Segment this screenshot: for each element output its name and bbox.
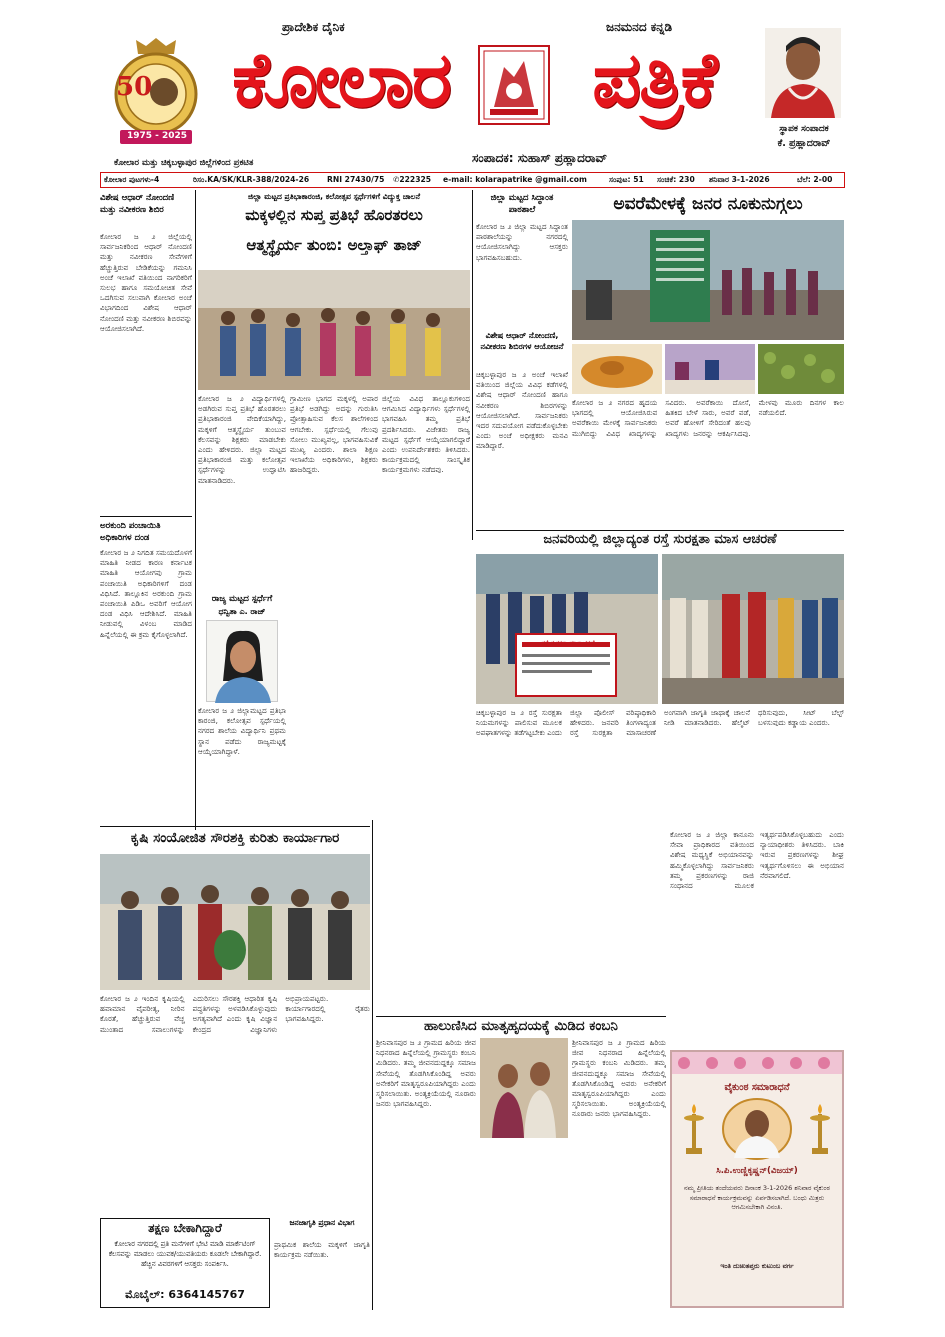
krishi-photo bbox=[100, 854, 370, 990]
info-rni: RNI 27430/75 bbox=[327, 175, 385, 184]
road-safety-photo-2 bbox=[662, 554, 844, 704]
halunisida-body-b: ಶ್ರೀನಿವಾಸಪುರ ಜ ೨ ಗ್ರಾಮದ ಹಿರಿಯ ಜೀವ ನಿಧನರಾದ ಹಿನ್ನೆಲೆಯಲ್ಲಿ ಗ್ರಾಮಸ್ಥರು ಕಂಬನಿ ಮಿಡಿದರು. ತಮ್ಮ ಜೀವನದುದ್ದಕ್ಕೂ ಸಮಾಜ ಸೇವೆಯಲ್ಲಿ ತೊಡಗಿಸಿಕೊಂಡಿದ್ದ ಅವರು ಅನೇಕರಿಗೆ ಮಾತೃಸ್ವರೂಪಿಯಾಗಿದ್ದರು ಎಂದು ಸ್ಮರಿಸಲಾಯಿತು. ಅಂತ್ಯಕ್ರಿಯೆಯಲ್ಲಿ ನೂರಾರು ಜನರು ಭಾಗವಹಿಸಿದ್ದರು. bbox=[572, 1038, 666, 1119]
halunisida-headline: ಹಾಲುಣಿಸಿದ ಮಾತೃಹೃದಯಕ್ಕೆ ಮಿಡಿದ ಕಂಬನಿ bbox=[424, 1018, 618, 1034]
state-level-photo bbox=[206, 620, 278, 702]
middle-headline-2: ವಿಶೇಷ ಆಧಾರ್ ನೋಂದಣಿ, ನವೀಕರಣ ಶಿಬಿರಗಳ ಆಯೋಜನೆ bbox=[480, 331, 564, 351]
info-reg: ರಿಸಂ.KA/SK/KLR-388/2024-26 bbox=[193, 175, 310, 184]
avarekai-photo-stall bbox=[665, 344, 755, 394]
left-divider bbox=[100, 516, 192, 517]
lamp-icon-right bbox=[806, 1102, 834, 1158]
lead-kicker: ಜಿಲ್ಲಾ ಮಟ್ಟದ ಪ್ರತಿಭಾಕಾರಂಜಿ, ಕಲೋತ್ಸವ ಸ್ಪರ್ಧೆಗಳಿಗೆ ವಿದ್ಯುಕ್ತ ಚಾಲನೆ bbox=[247, 192, 421, 201]
info-email: e-mail: kolarapatrike @gmail.com bbox=[443, 175, 587, 184]
obituary-flower-border bbox=[672, 1052, 842, 1074]
circulation-line: ಕೋಲಾರ ಮತ್ತು ಚಿಕ್ಕಬಳ್ಳಾಪುರ ಜಿಲ್ಲೆಗಳಿಂದ ಪ್ರಕಟಿತ bbox=[114, 158, 254, 168]
lead-body-col-b: ಗ್ರಾಮೀಣ ಭಾಗದ ಮಕ್ಕಳಲ್ಲಿ ಅಪಾರ ಪ್ರತಿಭೆ ಅಡಗಿದ್ದು ಅದನ್ನು ಗುರುತಿಸಿ ಪ್ರೋತ್ಸಾಹಿಸುವ ಕೆಲಸ ಶಾಲೆಗಳಿಂದ ಆಗಬೇಕು. ಸ್ಪರ್ಧೆಯಲ್ಲಿ ಗೆಲುವು ಸೋಲು ಮುಖ್ಯವಲ್ಲ, ಭಾಗವಹಿಸುವಿಕೆ ಮುಖ್ಯ ಎಂದರು. ಶಾಲಾ ಶಿಕ್ಷಣ ಇಲಾಖೆಯ ಅಧಿಕಾರಿಗಳು, ಶಿಕ್ಷಕರು ಹಾಜರಿದ್ದರು. bbox=[290, 394, 378, 475]
middle-body-2: ಚಿಕ್ಕಬಳ್ಳಾಪುರ ಜ ೨ ಅಂಚೆ ಇಲಾಖೆ ವತಿಯಿಂದ ಜಿಲ್ಲೆಯ ವಿವಿಧ ಕಡೆಗಳಲ್ಲಿ ವಿಶೇಷ ಆಧಾರ್ ನೋಂದಣಿ ಹಾಗೂ ನವೀಕರಣ ಶಿಬಿರಗಳನ್ನು ಆಯೋಜಿಸಲಾಗಿದೆ. ಸಾರ್ವಜನಿಕರು ಇದರ ಸದುಪಯೋಗ ಪಡೆದುಕೊಳ್ಳಬೇಕು ಎಂದು ಅಂಚೆ ಅಧೀಕ್ಷಕರು ಮನವಿ ಮಾಡಿದ್ದಾರೆ. bbox=[476, 370, 568, 451]
column-rule-3 bbox=[372, 820, 373, 1310]
column-rule-2 bbox=[472, 190, 473, 540]
krishi-headline: ಕೃಷಿ ಸಂಯೋಜಿತ ಸೌರಶಕ್ತಿ ಕುರಿತು ಕಾರ್ಯಾಗಾರ bbox=[130, 830, 340, 846]
obituary-name: ಸಿ.ಪಿ.ಉಣ್ಣಿಕೃಷ್ಣನ್(ವಿಜಯ್) bbox=[716, 1166, 798, 1176]
obituary-from: ಇಂತಿ ದುಃಖತಪ್ತರು ಕುಟುಂಬ ವರ್ಗ bbox=[720, 1262, 794, 1270]
obituary-body: ನಮ್ಮ ಪ್ರೀತಿಯ ತಂದೆಯವರು ದಿನಾಂಕ 3-1-2026 ಶನಿವಾರ ವೈಕುಂಠ ಸಮಾರಾಧನೆ ಕಾರ್ಯಕ್ರಮವನ್ನು ಏರ್ಪಡಿಸಲಾಗಿದೆ. ಬಂಧು ಮಿತ್ರರು ಆಗಮಿಸಬೇಕಾಗಿ ವಿನಂತಿ. bbox=[684, 1184, 830, 1211]
road-safety-banner-label: ರಸ್ತೆ ಸುರಕ್ಷತಾ ಮಾಸಾಚರಣೆ bbox=[541, 640, 595, 647]
lead-body-col-a: ಕೋಲಾರ ಜ ೨ ವಿದ್ಯಾರ್ಥಿಗಳಲ್ಲಿ ಅಡಗಿರುವ ಸುಪ್ತ ಪ್ರತಿಭೆ ಹೊರತರಲು ಪ್ರತಿಭಾಕಾರಂಜಿ ವೇದಿಕೆಯಾಗಿದ್ದು, ಮಕ್ಕಳಿಗೆ ಆತ್ಮಸ್ಥೈರ್ಯ ತುಂಬುವ ಕೆಲಸವನ್ನು ಶಿಕ್ಷಕರು ಮಾಡಬೇಕು ಎಂದು ಹೇಳಿದರು. ಜಿಲ್ಲಾ ಮಟ್ಟದ ಪ್ರತಿಭಾಕಾರಂಜಿ ಮತ್ತು ಕಲೋತ್ಸವ ಸ್ಪರ್ಧೆಗಳನ್ನು ಉದ್ಘಾಟಿಸಿ ಮಾತನಾಡಿದರು. bbox=[198, 394, 286, 485]
krishi-top-rule bbox=[100, 826, 370, 827]
classified-body: ಕೋಲಾರ ನಗರದಲ್ಲಿ ಪ್ರತಿ ಮನೆಗಳಿಗೆ ಭೇಟಿ ಮಾಡಿ ಮಾರ್ಕೆಟಿಂಗ್ ಕೆಲಸವನ್ನು ಮಾಡಲು ಯುವಕ/ಯುವತಿಯರು ಕೂಡಲೇ ಬೇಕಾಗಿದ್ದಾರೆ. ಹೆಚ್ಚಿನ ವಿವರಗಳಿಗೆ ಆಸಕ್ತರು ಸಂಪರ್ಕಿಸಿ. bbox=[108, 1240, 262, 1268]
road-safety-top-rule bbox=[476, 530, 844, 531]
lead-headline-1: ಮಕ್ಕಳಲ್ಲಿನ ಸುಪ್ತ ಪ್ರತಿಭೆ ಹೊರತರಲು bbox=[245, 206, 423, 224]
road-safety-headline: ಜನವರಿಯಲ್ಲಿ ಜಿಲ್ಲಾದ್ಯಂತ ರಸ್ತೆ ಸುರಕ್ಷತಾ ಮಾಸ ಆಚರಣೆ bbox=[543, 532, 777, 547]
krishi-body: ಕೋಲಾರ ಜ ೨ ಇಂದಿನ ಕೃಷಿಯಲ್ಲಿ ಹವಾಮಾನ ವೈಪರೀತ್ಯ, ನೀರಿನ ಕೊರತೆ, ಹೆಚ್ಚುತ್ತಿರುವ ವೆಚ್ಚ ಮುಂತಾದ ಸವಾಲುಗಳನ್ನು ಎದುರಿಸಲು ಸೌರಶಕ್ತಿ ಆಧಾರಿತ ಕೃಷಿ ಪದ್ಧತಿಗಳನ್ನು ಅಳವಡಿಸಿಕೊಳ್ಳುವುದು ಅಗತ್ಯವಾಗಿದೆ ಎಂದು ಕೃಷಿ ವಿಜ್ಞಾನ ಕೇಂದ್ರದ ವಿಜ್ಞಾನಿಗಳು ಅಭಿಪ್ರಾಯಪಟ್ಟರು. ಕಾರ್ಯಾಗಾರದಲ್ಲಿ ರೈತರು ಭಾಗವಹಿಸಿದ್ದರು. bbox=[100, 994, 370, 1034]
avarekai-photo-main bbox=[572, 220, 844, 340]
middle-body-1: ಕೋಲಾರ ಜ ೨ ಜಿಲ್ಲಾ ಮಟ್ಟದ ಸಿದ್ಧಾಂತ ಪಾಠಶಾಲೆಯನ್ನು ನಗರದಲ್ಲಿ ಆಯೋಜಿಸಲಾಗಿದ್ದು ಆಸಕ್ತರು ಭಾಗವಹಿಸಬಹುದು. bbox=[476, 222, 568, 262]
halunisida-photo bbox=[480, 1038, 568, 1138]
founder-caption-role: ಸ್ಥಾಪಕ ಸಂಪಾದಕ bbox=[779, 124, 829, 134]
tagline-left: ಪ್ರಾದೇಶಿಕ ದೈನಿಕ bbox=[282, 20, 345, 34]
tagline-right: ಜನಮನದ ಕನ್ನಡಿ bbox=[606, 20, 673, 34]
classified-heading: ತಕ್ಷಣ ಬೇಕಾಗಿದ್ದಾರೆ bbox=[148, 1221, 222, 1235]
left-body-2: ಕೋಲಾರ ಜ ೨ ನಿಗದಿತ ಸಮಯದೊಳಗೆ ಮಾಹಿತಿ ನೀಡದ ಕಾರಣ ಕರ್ನಾಟಕ ಮಾಹಿತಿ ಆಯೋಗವು ಗ್ರಾಮ ಪಂಚಾಯಿತಿ ಅಧಿಕಾರಿಗಳಿಗೆ ದಂಡ ವಿಧಿಸಿದೆ. ತಾಲ್ಲೂಕಿನ ಅರಕುಂದಿ ಗ್ರಾಮ ಪಂಚಾಯಿತಿ ಪಿಡಿಒ ಅವರಿಗೆ ಆಯೋಗ ದಂಡ ವಿಧಿಸಿ ಆದೇಶಿಸಿದೆ. ಮಾಹಿತಿ ನೀಡುವಲ್ಲಿ ವಿಳಂಬ ಮಾಡಿದ ಹಿನ್ನೆಲೆಯಲ್ಲಿ ಈ ಕ್ರಮ ಕೈಗೊಳ್ಳಲಾಗಿದೆ. bbox=[100, 548, 192, 639]
avarekai-headline: ಅವರೆಮೇಳಕ್ಕೆ ಜನರ ನೂಕುನುಗ್ಗಲು bbox=[613, 194, 803, 214]
avarekai-body: ಕೋಲಾರ ಜ ೨ ನಗರದ ಹೃದಯ ಭಾಗದಲ್ಲಿ ಆಯೋಜಿಸಿರುವ ಅವರೆಕಾಯಿ ಮೇಳಕ್ಕೆ ಸಾರ್ವಜನಿಕರು ಮುಗಿಬಿದ್ದು ವಿವಿಧ ಖಾದ್ಯಗಳನ್ನು ಸವಿದರು. ಅವರೆಕಾಯಿ ದೋಸೆ, ಹಿತಕಿದ ಬೇಳೆ ಸಾರು, ಅವರೆ ವಡೆ, ಅವರೆ ಹೋಳಿಗೆ ಸೇರಿದಂತೆ ಹಲವು ಖಾದ್ಯಗಳು ಜನರನ್ನು ಆಕರ್ಷಿಸಿದವು. ಮೇಳವು ಮೂರು ದಿನಗಳ ಕಾಲ ನಡೆಯಲಿದೆ. bbox=[572, 398, 844, 438]
halunisida-top-rule bbox=[376, 1016, 666, 1017]
masthead-emblem bbox=[478, 45, 550, 125]
left-headline-2: ಅರಕುಂದಿ ಪಂಚಾಯಿತಿ ಅಧಿಕಾರಿಗಳ ದಂಡ bbox=[100, 521, 161, 543]
lead-body-col-c: ಜಿಲ್ಲೆಯ ವಿವಿಧ ತಾಲ್ಲೂಕುಗಳಿಂದ ಆಗಮಿಸಿದ ವಿದ್ಯಾರ್ಥಿಗಳು ಸ್ಪರ್ಧೆಗಳಲ್ಲಿ ಭಾಗವಹಿಸಿ ತಮ್ಮ ಪ್ರತಿಭೆ ಪ್ರದರ್ಶಿಸಿದರು. ವಿಜೇತರು ರಾಜ್ಯ ಮಟ್ಟದ ಸ್ಪರ್ಧೆಗೆ ಆಯ್ಕೆಯಾಗಲಿದ್ದಾರೆ ಎಂದು ಉಪನಿರ್ದೇಶಕರು ತಿಳಿಸಿದರು. ಕಾರ್ಯಕ್ರಮದಲ್ಲಿ ಸಾಂಸ್ಕೃತಿಕ ಕಾರ್ಯಕ್ರಮಗಳು ನಡೆದವು. bbox=[382, 394, 470, 475]
founder-photo bbox=[765, 28, 841, 118]
lead-photo bbox=[198, 270, 470, 390]
editor-line: ಸಂಪಾದಕ: ಸುಹಾಸ್ ಪ್ರಹ್ಲಾದರಾವ್ bbox=[472, 151, 608, 165]
anniversary-number: 50 bbox=[116, 72, 153, 102]
masthead-title-part1: ಕೋಲಾರ bbox=[232, 35, 450, 124]
founder-caption-name: ಕೆ. ಪ್ರಹ್ಲಾದರಾವ್ bbox=[777, 138, 831, 149]
left-headline-1: ವಿಶೇಷ ಆಧಾರ್ ನೋಂದಣಿ ಮತ್ತು ನವೀಕರಣ ಶಿಬಿರ bbox=[100, 193, 175, 215]
info-issue: ಸಂಚಿಕೆ: 230 bbox=[657, 175, 695, 184]
lead-headline-2: ಆತ್ಮಸ್ಥೈರ್ಯ ತುಂಬಿ: ಅಲ್ತಾಫ್ ತಾಜ್ bbox=[246, 236, 422, 254]
info-phone: ✆222325 bbox=[393, 175, 432, 184]
info-date: ಶನಿವಾರ 3-1-2026 bbox=[709, 175, 770, 184]
middle-headline-1: ಜಿಲ್ಲಾ ಮಟ್ಟದ ಸಿದ್ಧಾಂತ ಪಾಠಶಾಲೆ bbox=[490, 193, 554, 215]
road-safety-photo-1 bbox=[476, 554, 658, 704]
state-level-heading: ರಾಜ್ಯ ಮಟ್ಟದ ಸ್ಪರ್ಧೆಗೆ bbox=[211, 594, 273, 604]
info-bar bbox=[100, 172, 845, 188]
classified-phone: ಮೊಬೈಲ್: 6364145767 bbox=[125, 1288, 245, 1301]
info-price: ಬೆಲೆ: 2-00 bbox=[797, 175, 833, 184]
right-lower-body: ಕೋಲಾರ ಜ ೨ ಜಿಲ್ಲಾ ಕಾನೂನು ಸೇವಾ ಪ್ರಾಧಿಕಾರದ ವತಿಯಿಂದ ವಿಶೇಷ ಮಧ್ಯಸ್ಥಿಕೆ ಅಭಿಯಾನವನ್ನು ಹಮ್ಮಿಕೊಳ್ಳಲಾಗಿದ್ದು ಸಾರ್ವಜನಿಕರು ತಮ್ಮ ಪ್ರಕರಣಗಳನ್ನು ರಾಜಿ ಸಂಧಾನದ ಮೂಲಕ ಇತ್ಯರ್ಥಪಡಿಸಿಕೊಳ್ಳಬಹುದು ಎಂದು ನ್ಯಾಯಾಧೀಶರು ತಿಳಿಸಿದರು. ಬಾಕಿ ಇರುವ ಪ್ರಕರಣಗಳನ್ನು ಶೀಘ್ರ ಇತ್ಯರ್ಥಗೊಳಿಸಲು ಈ ಅಭಿಯಾನ ನೆರವಾಗಲಿದೆ. bbox=[670, 830, 844, 891]
short-note-heading: ಜನಜಾಗೃತಿ ಪ್ರಧಾನ ವಿಭಾಗ bbox=[289, 1218, 355, 1227]
left-body-1: ಕೋಲಾರ ಜ ೨ ಜಿಲ್ಲೆಯಲ್ಲಿ ಸಾರ್ವಜನಿಕರಿಂದ ಆಧಾರ್ ನೋಂದಣಿ ಮತ್ತು ನವೀಕರಣ ಸೇವೆಗಳಿಗೆ ಹೆಚ್ಚುತ್ತಿರುವ ಬೇಡಿಕೆಯನ್ನು ಗಮನಿಸಿ ಅಂಚೆ ಇಲಾಖೆ ವತಿಯಿಂದ ನಾಗರಿಕರಿಗೆ ಸುಲಭ ಹಾಗೂ ಸಮಯೋಚಿತ ಸೇವೆ ಒದಗಿಸುವ ಸಲುವಾಗಿ ಕೋಲಾರ ಅಂಚೆ ವಿಭಾಗದಿಂದ ವಿಶೇಷ ಆಧಾರ್ ನೋಂದಣಿ ಮತ್ತು ನವೀಕರಣ ಶಿಬಿರವನ್ನು ಆಯೋಜಿಸಲಾಗಿದೆ. bbox=[100, 232, 192, 333]
masthead-title-part2: ಪತ್ರಿಕೆ bbox=[592, 35, 716, 124]
short-note-body: ಪ್ರಾಥಮಿಕ ಶಾಲೆಯ ಮಕ್ಕಳಿಗೆ ಜಾಗೃತಿ ಕಾರ್ಯಕ್ರಮ ನಡೆಯಿತು. bbox=[274, 1240, 370, 1260]
halunisida-body-a: ಶ್ರೀನಿವಾಸಪುರ ಜ ೨ ಗ್ರಾಮದ ಹಿರಿಯ ಜೀವ ನಿಧನರಾದ ಹಿನ್ನೆಲೆಯಲ್ಲಿ ಗ್ರಾಮಸ್ಥರು ಕಂಬನಿ ಮಿಡಿದರು. ತಮ್ಮ ಜೀವನದುದ್ದಕ್ಕೂ ಸಮಾಜ ಸೇವೆಯಲ್ಲಿ ತೊಡಗಿಸಿಕೊಂಡಿದ್ದ ಅವರು ಅನೇಕರಿಗೆ ಮಾತೃಸ್ವರೂಪಿಯಾಗಿದ್ದರು ಎಂದು ಸ್ಮರಿಸಲಾಯಿತು. ಅಂತ್ಯಕ್ರಿಯೆಯಲ್ಲಿ ನೂರಾರು ಜನರು ಭಾಗವಹಿಸಿದ್ದರು. bbox=[376, 1038, 476, 1109]
state-level-name: ಧನ್ವಿತಾ ಎ. ರಾಜ್ bbox=[218, 607, 266, 616]
info-pages: ಕೋಲಾರ ಪುಟಗಳು-4 bbox=[104, 175, 160, 184]
state-level-body: ಕೋಲಾರ ಜ ೨ ಜಿಲ್ಲಾಮಟ್ಟದ ಪ್ರತಿಭಾ ಕಾರಂಜಿ, ಕಲೋತ್ಸವ ಸ್ಪರ್ಧೆಯಲ್ಲಿ ನಗರದ ಶಾಲೆಯ ವಿದ್ಯಾರ್ಥಿನಿ ಪ್ರಥಮ ಸ್ಥಾನ ಪಡೆದು ರಾಜ್ಯಮಟ್ಟಕ್ಕೆ ಆಯ್ಕೆಯಾಗಿದ್ದಾಳೆ. bbox=[198, 706, 286, 756]
avarekai-photo-beans bbox=[758, 344, 844, 394]
column-rule-1 bbox=[195, 190, 196, 830]
anniversary-years: 1975 - 2025 bbox=[126, 131, 188, 141]
road-safety-body: ಚಿಕ್ಕಬಳ್ಳಾಪುರ ಜ ೨ ರಸ್ತೆ ಸುರಕ್ಷತಾ ನಿಯಮಗಳನ್ನು ಪಾಲಿಸುವ ಮೂಲಕ ಅಪಘಾತಗಳನ್ನು ತಡೆಗಟ್ಟಬೇಕು ಎಂದು ಜಿಲ್ಲಾ ಪೊಲೀಸ್ ವರಿಷ್ಠಾಧಿಕಾರಿ ಹೇಳಿದರು. ಜನವರಿ ತಿಂಗಳಾದ್ಯಂತ ರಸ್ತೆ ಸುರಕ್ಷತಾ ಮಾಸಾಚರಣೆ ಅಂಗವಾಗಿ ಜಾಗೃತಿ ಜಾಥಾಕ್ಕೆ ಚಾಲನೆ ನೀಡಿ ಮಾತನಾಡಿದರು. ಹೆಲ್ಮೆಟ್ ಧರಿಸುವುದು, ಸೀಟ್ ಬೆಲ್ಟ್ ಬಳಸುವುದು ಕಡ್ಡಾಯ ಎಂದರು. bbox=[476, 708, 844, 738]
obituary-heading: ವೈಕುಂಠ ಸಮಾರಾಧನೆ bbox=[724, 1082, 790, 1093]
avarekai-photo-food bbox=[572, 344, 662, 394]
info-volume: ಸಂಪುಟ: 51 bbox=[609, 175, 644, 184]
obituary-photo bbox=[722, 1098, 792, 1160]
lamp-icon-left bbox=[680, 1102, 708, 1158]
